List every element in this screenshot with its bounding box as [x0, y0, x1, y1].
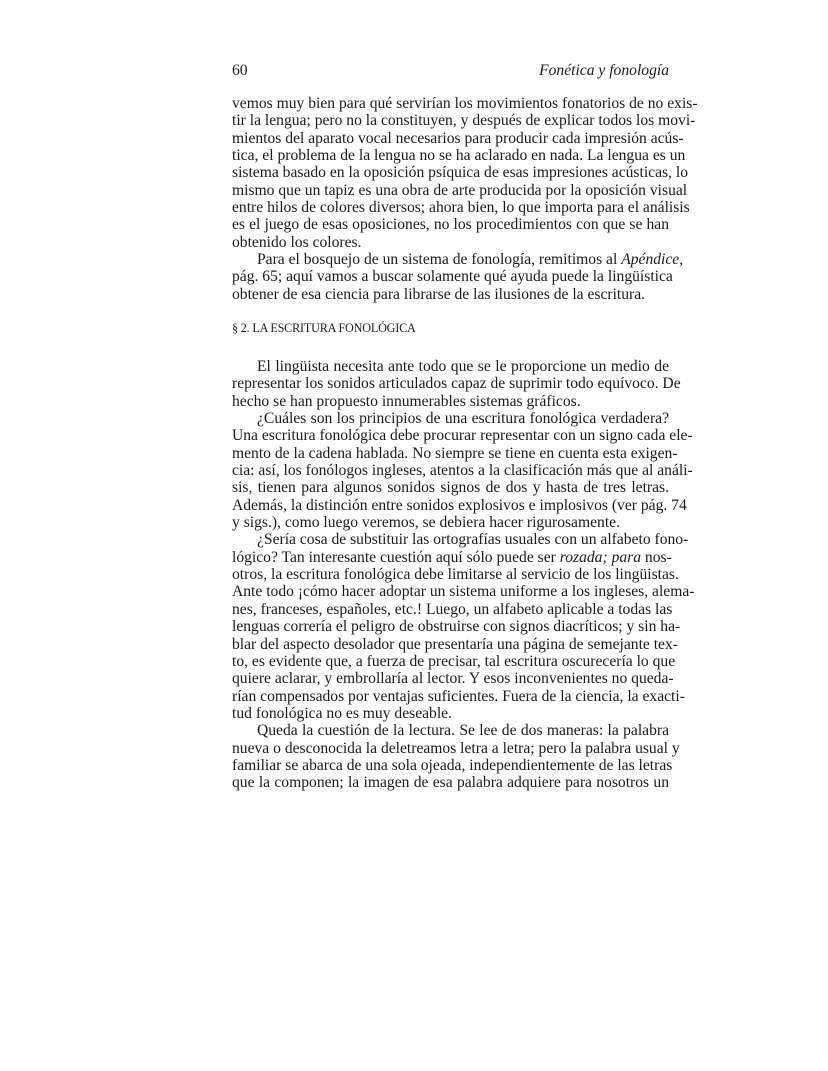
text-segment: nos-: [641, 548, 672, 566]
text-segment: que la componen; la imagen de esa palabra adquiere para nosotros un: [232, 774, 669, 792]
text-line: [232, 687, 685, 705]
text-line: [232, 129, 684, 147]
page-number: 60: [232, 62, 248, 79]
text-line: [232, 358, 669, 375]
running-title: Fonética y fonología: [539, 62, 669, 79]
text-line: [232, 268, 673, 286]
text-segment: mismo que un tapiz es una obra de arte producida por la oposición visual: [232, 181, 688, 199]
text-segment: Una escritura fonológica debe procurar representar con un signo cada ele-: [232, 427, 693, 445]
body-text-top: [232, 95, 698, 303]
text-segment: to, es evidente que, a fuerza de precisar, tal escritura oscurecería lo que: [232, 652, 676, 670]
text-segment: cia: así, los fonólogos ingleses, atentos a la clasificación más que al análi-: [232, 462, 693, 480]
text-line: [232, 722, 669, 739]
text-line: [232, 566, 679, 584]
text-segment: y sigs.), como luego veremos, se debiera hacer rigurosamente.: [232, 514, 620, 532]
text-line: [232, 618, 681, 636]
section-heading: § 2. LA ESCRITURA FONOLÓGICA: [232, 321, 416, 335]
text-segment: Queda la cuestión de la lectura. Se lee de dos maneras: la palabra: [257, 722, 669, 740]
text-line: [232, 531, 689, 549]
italic-segment: Apéndice,: [621, 251, 684, 269]
text-line: [232, 548, 672, 566]
text-segment: entre hilos de colores diversos; ahora bien, lo que importa para el análisis: [232, 199, 690, 217]
text-line: [232, 147, 686, 165]
text-line: [232, 95, 698, 112]
text-segment: blar del aspecto desolador que presentaría una página de semejante tex-: [232, 635, 678, 653]
text-segment: es el juego de esas oposiciones, no los procedimientos con que se han: [232, 216, 669, 234]
text-segment: lógico? Tan interesante cuestión aquí sólo puede ser: [232, 548, 560, 566]
text-line: [232, 600, 673, 618]
text-line: [232, 410, 669, 427]
text-line: [232, 216, 669, 233]
text-line: [232, 635, 678, 653]
text-segment: El lingüista necesita ante todo que se le proporcione un medio de: [257, 358, 669, 375]
text-segment: ¿Sería cosa de substituir las ortografías usuales con un alfabeto fono-: [257, 531, 689, 549]
text-segment: hecho se han propuesto innumerables sistemas gráficos.: [232, 392, 581, 410]
body-text-main: [232, 358, 695, 792]
text-line: [232, 199, 690, 217]
text-line: [232, 181, 688, 199]
text-line: [232, 393, 669, 410]
text-segment: mento de la cadena hablada. No siempre se tiene en cuenta esta exigen-: [232, 444, 678, 462]
text-line: [232, 479, 669, 496]
text-segment: lenguas correría el peligro de obstruirse con signos diacríticos; y sin ha-: [232, 618, 681, 636]
text-segment: familiar se abarca de una sola ojeada, independientemente de las letras: [232, 756, 673, 774]
text-segment: Ante todo ¡cómo hacer adoptar un sistema uniforme a los ingleses, alema-: [232, 583, 695, 601]
text-line: [232, 774, 669, 791]
text-line: [232, 670, 674, 688]
text-line: [232, 462, 693, 480]
text-line: [232, 496, 687, 514]
text-segment: otros, la escritura fonológica debe limitarse al servicio de los lingüistas.: [232, 566, 679, 584]
text-segment: ¿Cuáles son los principios de una escritura fonológica verdadera?: [257, 410, 669, 428]
text-segment: vemos muy bien para qué servirían los movimientos fonatorios de no exis-: [232, 95, 698, 112]
text-segment: sistema basado en la oposición psíquica de esas impresiones acústicas, lo: [232, 164, 689, 182]
page-header: [232, 62, 669, 82]
text-segment: Para el bosquejo de un sistema de fonología, remitimos al: [257, 251, 622, 269]
text-segment: tir la lengua; pero no la constituyen, y después de explicar todos los movi-: [232, 112, 696, 130]
text-line: [232, 251, 684, 269]
text-segment: nueva o desconocida la deletreamos letra a letra; pero la palabra usual y: [232, 739, 680, 757]
text-segment: sis, tienen para algunos sonidos signos de dos y hasta de tres letras.: [232, 479, 669, 497]
text-line: [232, 375, 681, 393]
text-line: [232, 652, 676, 670]
text-line: [232, 583, 695, 601]
text-segment: representar los sonidos articulados capaz de suprimir todo equívoco. De: [232, 375, 681, 393]
text-segment: obtenido los colores.: [232, 233, 362, 251]
text-segment: obtener de esa ciencia para librarse de las ilusiones de la escritura.: [232, 285, 646, 303]
text-segment: tica, el problema de la lengua no se ha aclarado en nada. La lengua es un: [232, 147, 686, 165]
text-segment: pág. 65; aquí vamos a buscar solamente qué ayuda puede la lingüística: [232, 268, 673, 286]
text-line: [232, 739, 680, 757]
text-segment: Además, la distinción entre sonidos explosivos e implosivos (ver pág. 74: [232, 496, 687, 514]
text-line: [232, 427, 693, 445]
text-segment: quiere aclarar, y embrollaría al lector. Y esos inconvenientes no queda-: [232, 670, 674, 688]
text-segment: tud fonológica no es muy deseable.: [232, 704, 452, 722]
text-line: [232, 514, 669, 531]
text-line: [232, 756, 673, 774]
text-line: [232, 286, 669, 303]
text-line: [232, 164, 689, 182]
text-segment: mientos del aparato vocal necesarios para producir cada impresión acús-: [232, 129, 684, 147]
text-segment: nes, franceses, españoles, etc.! Luego, un alfabeto aplicable a todas las: [232, 600, 673, 618]
italic-segment: rozada; para: [559, 548, 642, 566]
text-line: [232, 705, 669, 722]
text-line: [232, 444, 678, 462]
text-line: [232, 112, 696, 130]
text-segment: rían compensados por ventajas suficientes. Fuera de la ciencia, la exacti-: [232, 687, 685, 705]
text-line: [232, 234, 669, 251]
